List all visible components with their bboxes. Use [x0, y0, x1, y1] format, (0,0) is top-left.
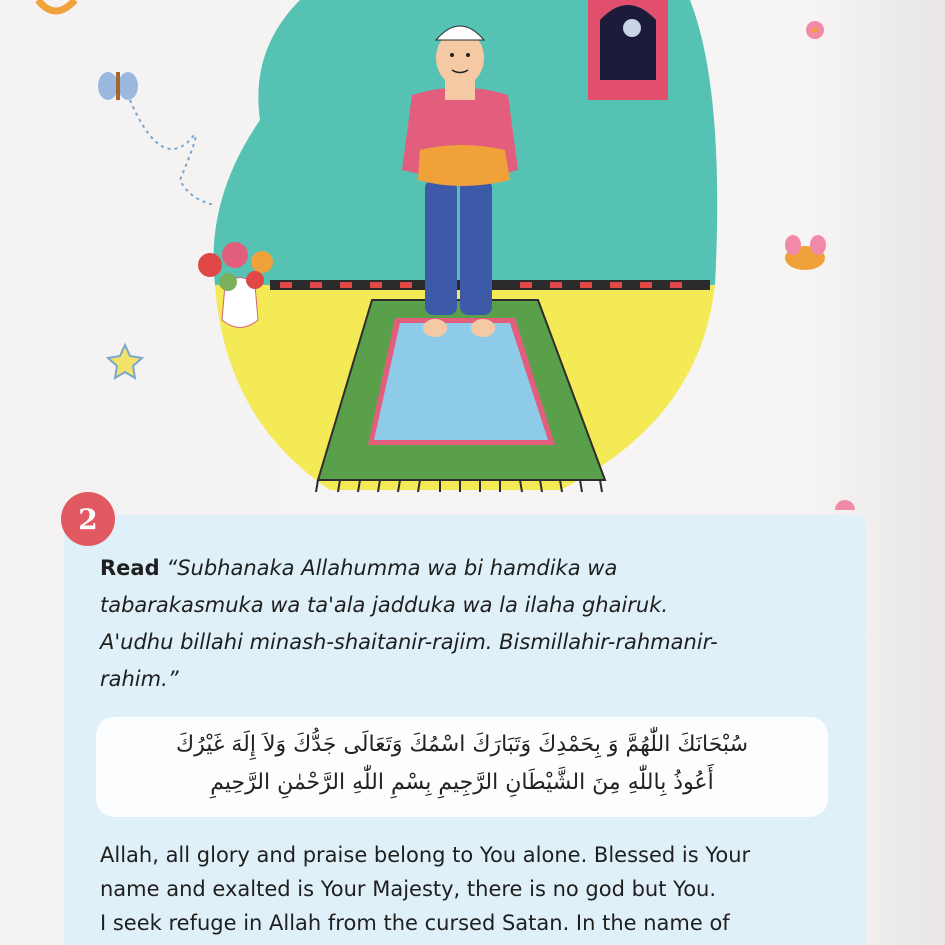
meaning-line-3: I seek refuge in Allah from the cursed Satan. In the name of: [100, 911, 730, 935]
transliteration: [100, 550, 840, 698]
meaning-line-2: name and exalted is Your Majesty, there is no god but You.: [100, 877, 717, 901]
step-number-badge: 2: [61, 492, 115, 546]
bee-icon: [785, 235, 826, 270]
transliteration-line-3: A'udhu billahi minash-shaitanir-rajim. Bismillahir-rahmanir-: [100, 630, 718, 654]
corner-ring-icon: [38, 0, 75, 11]
arabic-line-1: سُبْحَانَكَ اللّٰهُمَّ وَ بِحَمْدِكَ وَتَبَارَكَ اسْمُكَ وَتَعَالَى جَدُّكَ وَلاَ إِلَهَ غَيْرُكَ: [175, 732, 749, 757]
transliteration-line-1: Read “Subhanaka Allahumma wa bi hamdika wa: [100, 556, 618, 580]
meaning-line-1: Allah, all glory and praise belong to You alone. Blessed is Your: [100, 843, 751, 867]
flight-path: [130, 100, 215, 205]
butterfly-icon: [98, 72, 138, 100]
pink-flower-icon: [806, 21, 824, 39]
arabic-line-2: أَعُوذُ بِاللّٰهِ مِنَ الشَّيْطَانِ الرَّجِيمِ بِسْمِ اللّٰهِ الرَّحْمٰنِ الرَّحِيمِ: [210, 770, 714, 795]
english-meaning: [100, 838, 860, 940]
star-icon: [108, 345, 142, 378]
transliteration-line-4: rahim.”: [100, 667, 179, 691]
transliteration-line-2: tabarakasmuka wa ta'ala jadduka wa la ilaha ghairuk.: [100, 593, 669, 617]
flower-cluster-icon: [805, 500, 877, 510]
read-label: Read: [100, 556, 160, 580]
moon-icon: [623, 19, 641, 37]
